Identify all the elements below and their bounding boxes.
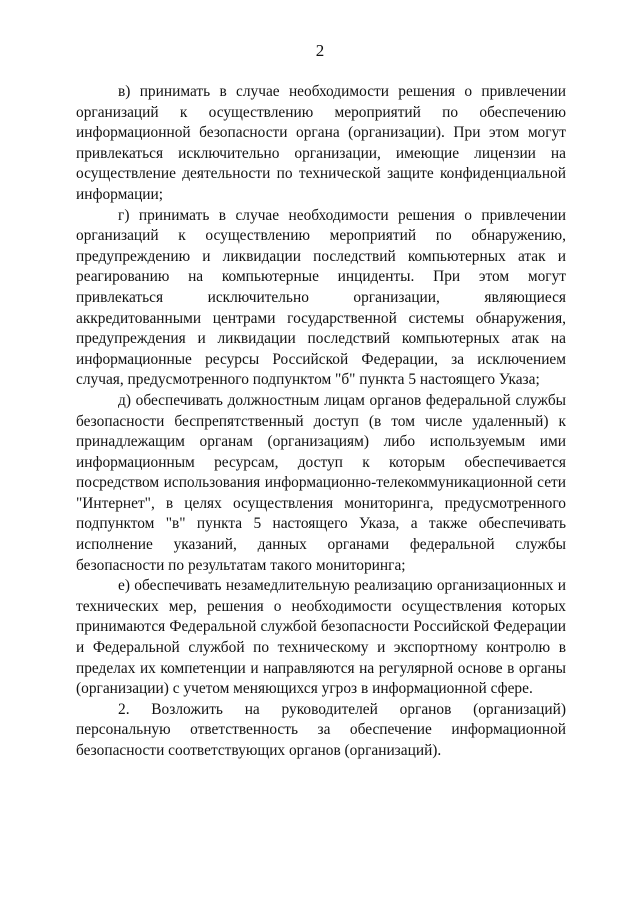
paragraph-g: г) принимать в случае необходимости решения о привлечении организаций к осуществлению мероприятий по обнаружению, предупреждению и ликвидации последствий компьютерных атак и реагированию на компьютерные инциденты. При этом могут привлекаться исключительно организации, являющиеся аккредитованными центрами государственной системы обнаружения, предупреждения и ликвидации последствий компьютерных атак на информационные ресурсы Российской Федерации, за исключением случая, предусмотренного подпунктом "б" пункта 5 настоящего Указа; [76,206,566,389]
page-number: 2 [315,41,325,60]
paragraph-clause-2: 2. Возложить на руководителей органов (организаций) персональную ответственность за обеспечение информационной безопасности соответствующих органов (организаций). [76,700,566,759]
paragraph-d: д) обеспечивать должностным лицам органов федеральной службы безопасности беспрепятственный доступ (в том числе удаленный) к принадлежащим органам (организациям) либо используемым ими информационным ресурсам, доступ к которым обеспечивается посредством использования информационно-телекоммуникационной сети "Интернет", в целях осуществления мониторинга, предусмотренного подпунктом "в" пункта 5 настоящего Указа, а также обеспечивать исполнение указаний, данных органами федеральной службы безопасности по результатам такого мониторинга; [76,391,566,574]
paragraph-e: е) обеспечивать незамедлительную реализацию организационных и технических мер, решения о необходимости осуществления которых принимаются Федеральной службой безопасности Российской Федерации и Федеральной службой по техническому и экспортному контролю в пределах их компетенции и направляются на регулярной основе в органы (организации) с учетом меняющихся угроз в информационной сфере. [76,577,566,698]
paragraph-v: в) принимать в случае необходимости решения о привлечении организаций к осуществлению мероприятий по обеспечению информационной безопасности органа (организации). При этом могут привлекаться исключительно организации, имеющие лицензии на осуществление деятельности по технической защите конфиденциальной информации; [76,83,566,203]
document-body [76,82,566,762]
